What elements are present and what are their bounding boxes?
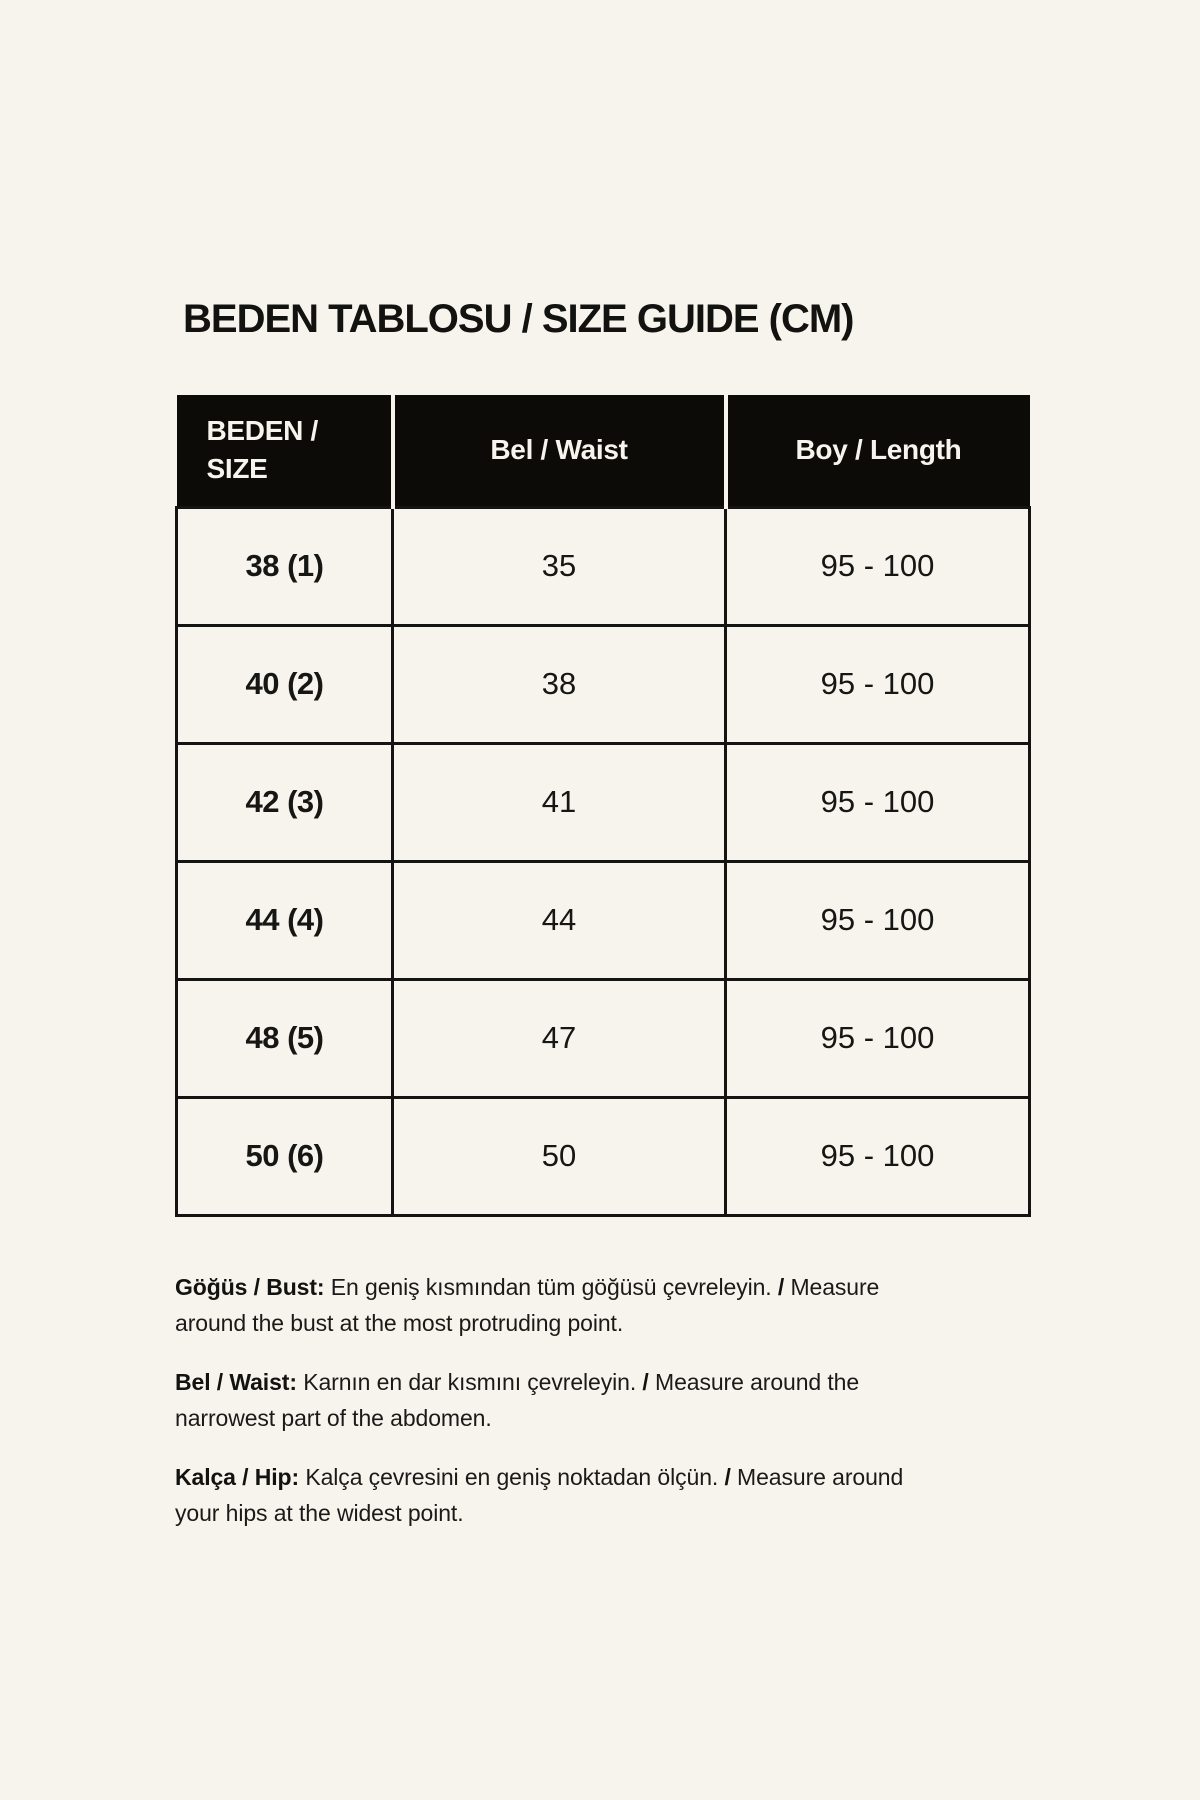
table-row [177, 861, 1030, 979]
note-bust-label: Göğüs / Bust: [175, 1274, 325, 1300]
note-hip-label: Kalça / Hip: [175, 1464, 300, 1490]
page-title: BEDEN TABLOSU / SIZE GUIDE (CM) [183, 297, 854, 341]
waist-cell: 38 [393, 625, 726, 743]
table-row [177, 743, 1030, 861]
size-cell: 48 (5) [177, 979, 393, 1097]
length-cell: 95 - 100 [726, 625, 1030, 743]
note-hip-english: Measure around your hips at the widest point. [175, 1464, 904, 1526]
note-bust-english: Measure around the bust at the most protruding point. [175, 1274, 880, 1336]
length-cell: 95 - 100 [726, 743, 1030, 861]
note-waist-slash: / [642, 1369, 649, 1395]
table-row [177, 507, 1030, 625]
waist-cell: 47 [393, 979, 726, 1097]
waist-cell: 35 [393, 507, 726, 625]
table-header-row [177, 395, 1030, 507]
waist-cell: 50 [393, 1097, 726, 1215]
size-cell: 42 (3) [177, 743, 393, 861]
column-header-waist: Bel / Waist [393, 395, 726, 507]
length-cell: 95 - 100 [726, 979, 1030, 1097]
table-row [177, 625, 1030, 743]
measurement-notes [175, 1269, 937, 1554]
size-cell: 38 (1) [177, 507, 393, 625]
note-hip [175, 1459, 937, 1531]
length-cell: 95 - 100 [726, 507, 1030, 625]
size-guide-table [175, 395, 1031, 1217]
note-waist [175, 1364, 937, 1436]
note-waist-turkish: Karnın en dar kısmını çevreleyin. [296, 1369, 643, 1395]
note-hip-turkish: Kalça çevresini en geniş noktadan ölçün. [299, 1464, 725, 1490]
note-bust-slash: / [777, 1274, 785, 1300]
note-bust [175, 1269, 937, 1341]
size-cell: 50 (6) [177, 1097, 393, 1215]
column-header-size: BEDEN / SIZE [177, 395, 393, 507]
table-row [177, 1097, 1030, 1215]
table-row [177, 979, 1030, 1097]
size-cell: 44 (4) [177, 861, 393, 979]
note-hip-slash: / [724, 1464, 731, 1490]
size-cell: 40 (2) [177, 625, 393, 743]
note-bust-turkish: En geniş kısmından tüm göğüsü çevreleyin. [324, 1274, 778, 1300]
note-waist-label: Bel / Waist: [175, 1369, 297, 1395]
waist-cell: 44 [393, 861, 726, 979]
waist-cell: 41 [393, 743, 726, 861]
length-cell: 95 - 100 [726, 1097, 1030, 1215]
note-waist-english: Measure around the narrowest part of the abdomen. [175, 1369, 860, 1431]
length-cell: 95 - 100 [726, 861, 1030, 979]
column-header-length: Boy / Length [726, 395, 1030, 507]
